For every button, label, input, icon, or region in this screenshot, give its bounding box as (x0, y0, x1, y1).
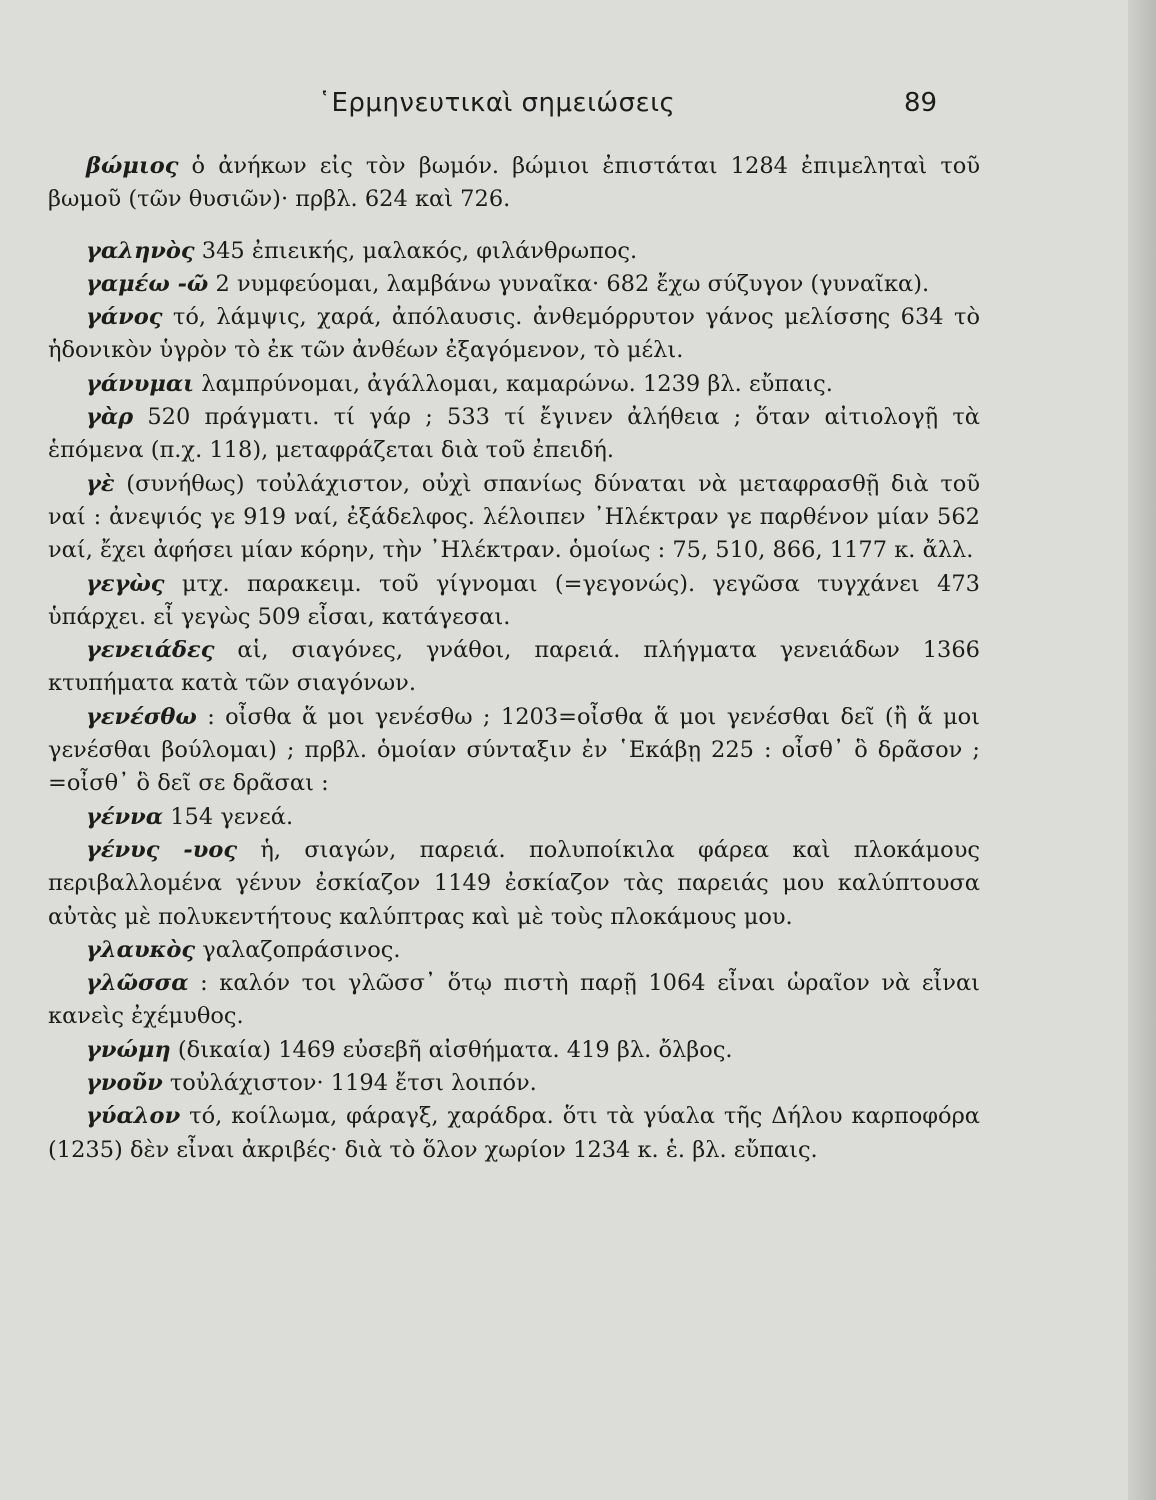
entry-headword: γενέσθω (86, 703, 197, 730)
entry-definition: ὁ ἀνήκων εἰς τὸν βωμόν. βώμιοι ἐπιστάται 1284 ἐπιμεληταὶ τοῦ βωμοῦ (τῶν θυσιῶν)· πρβλ. 624 καὶ 726. (48, 153, 980, 213)
glossary-entry (48, 1067, 980, 1100)
entry-headword: γλῶσσα (86, 970, 189, 997)
entry-headword: γνοῦν (86, 1070, 163, 1097)
page-number: 89 (904, 88, 938, 118)
entry-definition: λαμπρύνομαι, ἀγάλλομαι, καμαρώνω. 1239 βλ. εὔπαις. (194, 370, 833, 397)
entry-definition: 345 ἐπιεικής, μαλακός, φιλάνθρωπος. (194, 237, 638, 264)
running-title: ῾Ερμηνευτικαὶ σημειώσεις (318, 88, 676, 118)
entry-headword: γεγὼς (86, 570, 165, 597)
glossary-entry (48, 701, 980, 801)
glossary-entry (48, 368, 980, 401)
entry-headword: γλαυκὸς (86, 936, 196, 963)
entry-definition: : καλόν τοι γλῶσσ᾿ ὅτῳ πιστὴ παρῇ 1064 εἶναι ὡραῖον νὰ εἶναι κανεὶς ἐχέμυθος. (48, 970, 980, 1030)
glossary-entry (48, 401, 980, 468)
glossary-entry (48, 468, 980, 568)
entry-definition: τό, λάμψις, χαρά, ἀπόλαυσις. ἀνθεμόρρυτον γάνος μελίσσης 634 τὸ ἡδονικὸν ὑγρὸν τὸ ἐκ τῶν ἀνθέων ἐξαγόμενον, τὸ μέλι. (48, 304, 980, 364)
glossary-entry (48, 268, 980, 301)
entry-definition: αἱ, σιαγόνες, γνάθοι, παρειά. πλήγματα γενειάδων 1366 κτυπήματα κατὰ τῶν σιαγόνων. (48, 637, 980, 697)
glossary-entry (48, 934, 980, 967)
glossary-entry (48, 150, 980, 217)
entry-headword: γέννα (86, 803, 164, 830)
entry-definition: (συνήθως) τοὐλάχιστον, οὐχὶ σπανίως δύναται νὰ μεταφρασθῇ διὰ τοῦ ναί : ἀνεψιός γε 919 ναί, ἐξάδελφος. λέλοιπεν ᾿Ηλέκτραν γε παρθένον μίαν 562 ναί, ἔχει ἀφήσει μίαν κόρην, τὴν ᾿Ηλέκτραν. ὁμοίως : 75, 510, 866, 1177 κ. ἄλλ. (48, 470, 980, 564)
glossary-entry (48, 1100, 980, 1167)
entry-headword: γύαλον (86, 1103, 181, 1130)
glossary-entry (48, 634, 980, 701)
entry-headword: γνώμη (86, 1036, 171, 1063)
entry-headword: βώμιος (86, 153, 179, 179)
glossary-entry (48, 834, 980, 934)
entry-definition: μτχ. παρακειμ. τοῦ γίγνομαι (=γεγονώς). γεγῶσα τυγχάνει 473 ὑπάρχει. εἶ γεγὼς 509 εἶσαι, κατάγεσαι. (48, 570, 980, 630)
glossary-entry (48, 568, 980, 635)
entry-headword: γὰρ (86, 404, 134, 431)
entry-headword: γὲ (86, 470, 115, 497)
entry-headword: γαληνὸς (86, 237, 195, 264)
running-header (0, 88, 1156, 128)
glossary-entry (48, 801, 980, 834)
entry-definition: (δικαία) 1469 εὐσεβῆ αἰσθήματα. 419 βλ. ὄλβος. (170, 1036, 733, 1063)
glossary-entry (48, 1034, 980, 1067)
entry-definition: τό, κοίλωμα, φάραγξ, χαράδρα. ὅτι τὰ γύαλα τῆς Δήλου καρποφόρα (1235) δὲν εἶναι ἀκριβές· διὰ τὸ ὅλον χωρίον 1234 κ. ἑ. βλ. εὔπαις. (48, 1103, 980, 1163)
page-spine-shadow (1128, 0, 1156, 1500)
entry-headword: γένυς -υος (86, 836, 238, 863)
entry-headword: γαμέω -ῶ (86, 270, 209, 297)
entry-headword: γάνος (86, 304, 163, 331)
entry-headword: γενειάδες (86, 637, 215, 664)
entry-definition: γαλαζοπράσινος. (195, 936, 401, 963)
glossary-entry (48, 301, 980, 368)
glossary-entry (48, 235, 980, 268)
glossary-body (48, 150, 980, 1167)
entry-definition: 520 πράγματι. τί γάρ ; 533 τί ἔγινεν ἀλήθεια ; ὅταν αἰτιολογῇ τὰ ἑπόμενα (π.χ. 118), μεταφράζεται διὰ τοῦ ἐπειδή. (48, 404, 980, 464)
entry-definition: ἡ, σιαγών, παρειά. πολυποίκιλα φάρεα καὶ πλοκάμους περιβαλλομένα γένυν ἐσκίαζον 1149 ἐσκίαζον τὰς παρειάς μου καλύπτουσα αὐτὰς μὲ πολυκεντήτους καλύπτρας καὶ μὲ τοὺς πλοκάμους μου. (48, 836, 980, 930)
glossary-entry (48, 967, 980, 1034)
entry-headword: γάνυμαι (86, 370, 195, 397)
entry-definition: : οἶσθα ἅ μοι γενέσθω ; 1203=οἶσθα ἅ μοι γενέσθαι δεῖ (ἢ ἅ μοι γενέσθαι βούλομαι) ; πρβλ. ὁμοίαν σύνταξιν ἐν ῾Εκάβῃ 225 : οἶσθ᾿ ὃ δρᾶσον ; =οἶσθ᾿ ὃ δεῖ σε δρᾶσαι : (48, 703, 980, 797)
entry-definition: 154 γενεά. (163, 803, 294, 830)
entry-definition: 2 νυμφεύομαι, λαμβάνω γυναῖκα· 682 ἔχω σύζυγον (γυναῖκα). (208, 270, 930, 297)
entry-definition: τοὐλάχιστον· 1194 ἔτσι λοιπόν. (162, 1070, 537, 1097)
